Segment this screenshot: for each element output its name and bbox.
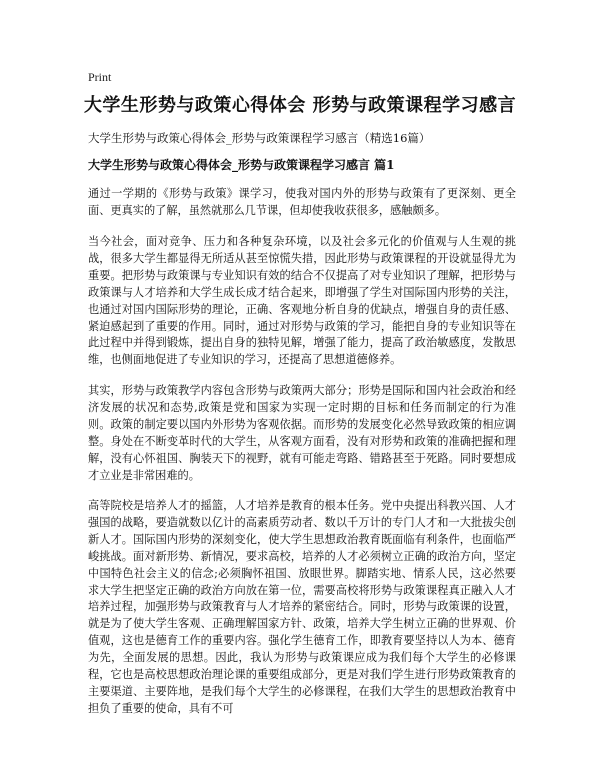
paragraph-1: 通过一学期的《形势与政策》课学习，使我对国内外的形势与政策有了更深刻、更全面、更真实的了解，虽然就那么几节课，但却使我收获很多，感触颇多。: [88, 187, 516, 217]
paragraph-4: 高等院校是培养人才的摇篮，人才培养是教育的根本任务。党中央提出科教兴国、人才强国的战略，要造就数以亿计的高素质劳动者、数以千万计的专门人才和一大批拔尖创新人才。国际国内形势的深刻变化，使大学生思想政治教育既面临有利条件，也面临严峻挑战。面对新形势、新情况，要求高校，培养的人才必须树立正确的政治方向，坚定中国特色社会主义的信念;必须胸怀祖国、放眼世界。脚踏实地、情系人民，这必然要求大学生把坚定正确的政治方向放在第一位，需要高校将形势与政策课程真正融入人才培养过程，加强形势与政策教育与人才培养的紧密结合。同时，形势与政策课的设置，就是为了使大学生客观、正确理解国家方针、政策，培养大学生树立正确的世界观、价值观，这也是德育工作的重要内容。强化学生德育工作，即教育要坚持以人为本、德育为先，全面发展的思想。因此，我认为形势与政策课应成为我们每个大学生的必修课程，它也是高校思想政治理论课的重要组成部分，更是对我们学生进行形势政策教育的主要渠道、主要阵地，是我们每个大学生的必修课程，在我们大学生的思想政治教育中担负了重要的使命，具有不可: [88, 499, 516, 715]
document-subtitle: 大学生形势与政策心得体会_形势与政策课程学习感言（精选16篇）: [88, 131, 431, 145]
paragraph-3: 其实，形势与政策教学内容包含形势与政策两大部分；形势是国际和国内社会政治和经济发展的状况和态势,政策是党和国家为实现一定时期的目标和任务而制定的行为准则。政策的制定要以国内外形势为客观依据。而形势的发展变化必然导致政策的相应调整。身处在不断变革时代的大学生，从客观方面看，没有对形势和政策的准确把握和理解，没有心怀祖国、胸装天下的视野，就有可能走弯路、错路甚至于死路。同时要想成才立业是非常困难的。: [88, 384, 516, 482]
print-label[interactable]: Print: [88, 70, 112, 84]
section-heading: 大学生形势与政策心得体会_形势与政策课程学习感言 篇1: [88, 158, 395, 172]
paragraph-2: 当今社会，面对竞争、压力和各种复杂环境，以及社会多元化的价值观与人生观的挑战，很多大学生都显得无所适从甚至惊慌失措，因此形势与政策课程的开设就显得尤为重要。把形势与政策课与专业知识有效的结合不仅提高了对专业知识了理解，把形势与政策课与人才培养和大学生成长成才结合起来，即增强了学生对国际国内形势的关注，也通过对国内国际形势的理论，正确、客观地分析自身的优缺点，增强自身的责任感、紧迫感起到了重要的作用。同时，通过对形势与政策的学习，能把自身的专业知识等在此过程中并得到锻炼，提出自身的独特见解，增强了能力，提高了政治敏感度，发散思维，也侧面地促进了专业知识的学习，还提高了思想道德修养。: [88, 235, 516, 367]
document-title: 大学生形势与政策心得体会 形势与政策课程学习感言: [83, 95, 517, 116]
